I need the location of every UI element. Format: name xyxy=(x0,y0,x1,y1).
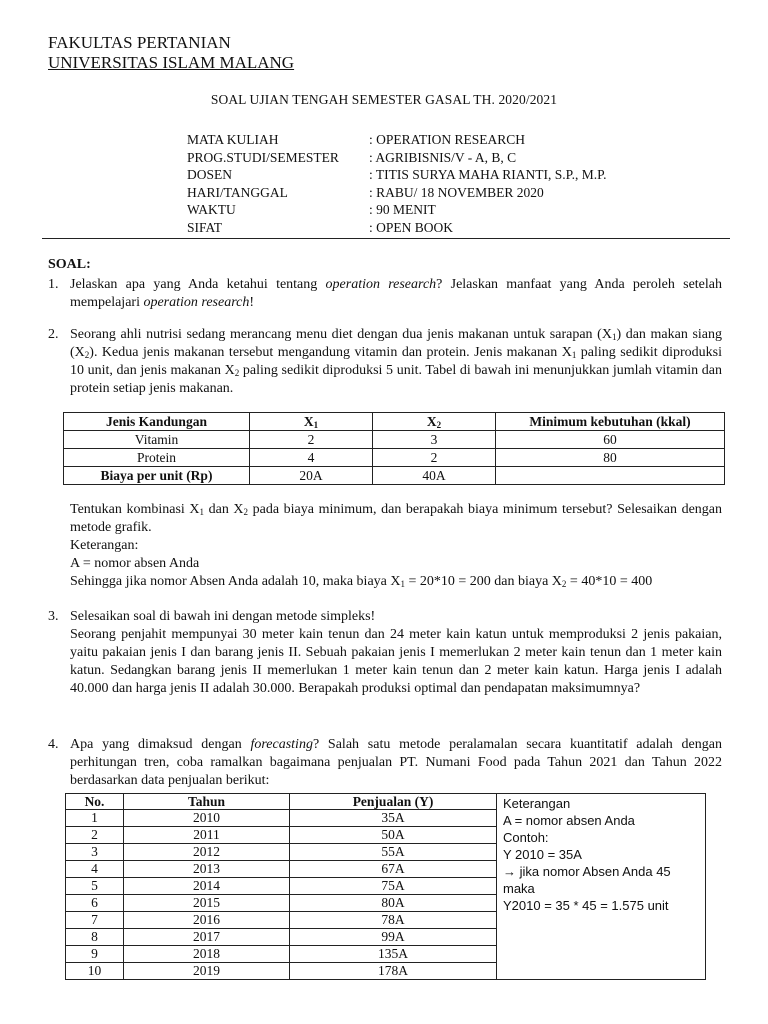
table-cell: 2 xyxy=(373,449,496,467)
keterangan-label: Keterangan: xyxy=(70,538,139,553)
meta-key: DOSEN xyxy=(187,167,233,182)
meta-value: : OPEN BOOK xyxy=(369,219,454,235)
meta-value: : AGRIBISNIS/V - A, B, C xyxy=(369,149,517,165)
question-text: Tentukan kombinasi $X_1$ dan $X_2$ pada biaya minimum, dan berapakah biaya minimum tersebut? Selesaikan dengan metode grafik. Keterangan: A = nomor absen Anda Sehingga jika nomor Absen Anda adalah 10, maka biaya $X_1 = 20*10 = 200$ dan biaya $X_2 = 40*10 = 400$ xyxy=(70,502,722,589)
table-row: 5 2014 75A xyxy=(66,878,706,895)
table-cell: Protein xyxy=(64,449,250,467)
table-row xyxy=(64,431,725,449)
table-row: 3 2012 55A xyxy=(66,844,706,861)
table-cell: 4 xyxy=(250,449,373,467)
column-header: Jenis Kandungan xyxy=(64,413,250,431)
header-divider xyxy=(42,238,730,239)
meta-key: WAKTU xyxy=(187,202,236,217)
question-number: 2. xyxy=(48,327,59,342)
question-1 xyxy=(48,276,722,312)
table-cell: 60 xyxy=(496,431,725,449)
nutrition-table xyxy=(63,412,725,485)
question-text: Selesaikan soal di bawah ini dengan metode simpleks! Seorang penjahit mempunyai 30 meter kain tenun dan 24 meter kain katun untuk memproduksi 2 jenis pakaian, yaitu pakaian jenis I dan barang jenis II. Sebuah pakaian jenis I memerlukan 2 meter kain tenun dan 1 meter kain katun. Sedangkan barang jenis II memerlukan 1 meter kain tenun dan 2 meter kain katun. Harga jenis I adalah 40.000 dan harga jenis II adalah 30.000. Berapakah produksi optimal dan pendapatan maksimumnya? xyxy=(70,609,722,696)
table-row: 2 2011 50A xyxy=(66,827,706,844)
meta-key: PROG.STUDI/SEMESTER xyxy=(187,149,339,165)
meta-key: MATA KULIAH xyxy=(187,132,279,147)
table-cell: 80 xyxy=(496,449,725,467)
meta-key: HARI/TANGGAL xyxy=(187,184,288,200)
meta-row xyxy=(187,219,607,237)
question-4 xyxy=(48,736,722,790)
meta-value: : TITIS SURYA MAHA RIANTI, S.P., M.P. xyxy=(369,167,607,182)
question-text: Jelaskan apa yang Anda ketahui tentang operation research? Jelaskan manfaat yang Anda peroleh setelah mempelajari operation research! xyxy=(70,277,722,310)
meta-value: : 90 MENIT xyxy=(369,202,436,217)
institution-header xyxy=(48,33,294,73)
question-3 xyxy=(48,608,722,698)
table-row: 6 2015 80A xyxy=(66,895,706,912)
meta-row xyxy=(187,201,607,219)
meta-key: SIFAT xyxy=(187,219,223,235)
sales-table xyxy=(65,793,706,980)
meta-value: : RABU/ 18 NOVEMBER 2020 xyxy=(369,184,544,200)
table-cell: Biaya per unit (Rp) xyxy=(64,467,250,485)
table-row: 10 2019 178A xyxy=(66,963,706,980)
table-header-row xyxy=(64,413,725,431)
question-2 xyxy=(48,326,722,398)
table-cell xyxy=(496,467,725,485)
meta-row xyxy=(187,166,607,184)
table-row: 8 2017 99A xyxy=(66,929,706,946)
table-row: 9 2018 135A xyxy=(66,946,706,963)
column-header: Minimum kebutuhan (kkal) xyxy=(496,413,725,431)
table-cell: Vitamin xyxy=(64,431,250,449)
table-cell: 40A xyxy=(373,467,496,485)
table-cell: 20A xyxy=(250,467,373,485)
meta-row xyxy=(187,149,607,167)
column-header: $X_2$ xyxy=(373,413,496,431)
soal-label: SOAL: xyxy=(48,257,91,272)
table-cell: 3 xyxy=(373,431,496,449)
question-2-continued xyxy=(48,501,722,591)
table-row: 7 2016 78A xyxy=(66,912,706,929)
table-row: 1 2010 35A xyxy=(66,810,706,827)
column-header: $X_1$ xyxy=(250,413,373,431)
meta-row xyxy=(187,131,607,149)
question-number: 4. xyxy=(48,737,59,752)
question-text: Seorang ahli nutrisi sedang merancang menu diet dengan dua jenis makanan untuk sarapan $(X_1)$ dan makan siang $(X_2)$. Kedua jenis makanan tersebut mengandung vitamin dan protein. Jenis makanan $X_1$ paling sedikit diproduksi 10 unit, dan jenis makanan $X_2$ paling sedikit diproduksi 5 unit. Tabel di bawah ini menunjukkan jumlah vitamin dan protein setiap jenis makanan. xyxy=(70,327,723,396)
sales-note: Keterangan A = nomor absen Anda Contoh: Y 2010 = 35A → jika nomor Absen Anda 45 maka Y2010 = 35 * 45 = 1.575 unit xyxy=(497,794,706,980)
table-row xyxy=(64,449,725,467)
faculty-name: FAKULTAS PERTANIAN xyxy=(48,33,231,52)
table-row xyxy=(64,467,725,485)
table-cell: 2 xyxy=(250,431,373,449)
column-header: No. xyxy=(66,794,124,810)
variable-definition: A = nomor absen Anda xyxy=(70,556,200,571)
table-row: 4 2013 67A xyxy=(66,861,706,878)
question-number: 3. xyxy=(48,609,59,624)
question-number: 1. xyxy=(48,277,59,292)
table-header-row xyxy=(66,794,706,810)
column-header: Penjualan (Y) xyxy=(290,794,497,810)
question-text: Apa yang dimaksud dengan forecasting? Salah satu metode peralamalan secara kuantitatif adalah dengan perhitungan tren, coba ramalkan bagaimana penjualan PT. Numani Food pada Tahun 2021 dan Tahun 2022 berdasarkan data penjualan berikut: xyxy=(70,737,722,788)
column-header: Tahun xyxy=(124,794,290,810)
arrow-right-icon: → xyxy=(503,864,516,879)
exam-title: SOAL UJIAN TENGAH SEMESTER GASAL TH. 2020/2021 xyxy=(210,92,558,107)
meta-value: : OPERATION RESEARCH xyxy=(369,132,526,147)
university-name: UNIVERSITAS ISLAM MALANG xyxy=(48,53,295,72)
exam-meta xyxy=(187,131,607,236)
meta-row xyxy=(187,184,607,202)
